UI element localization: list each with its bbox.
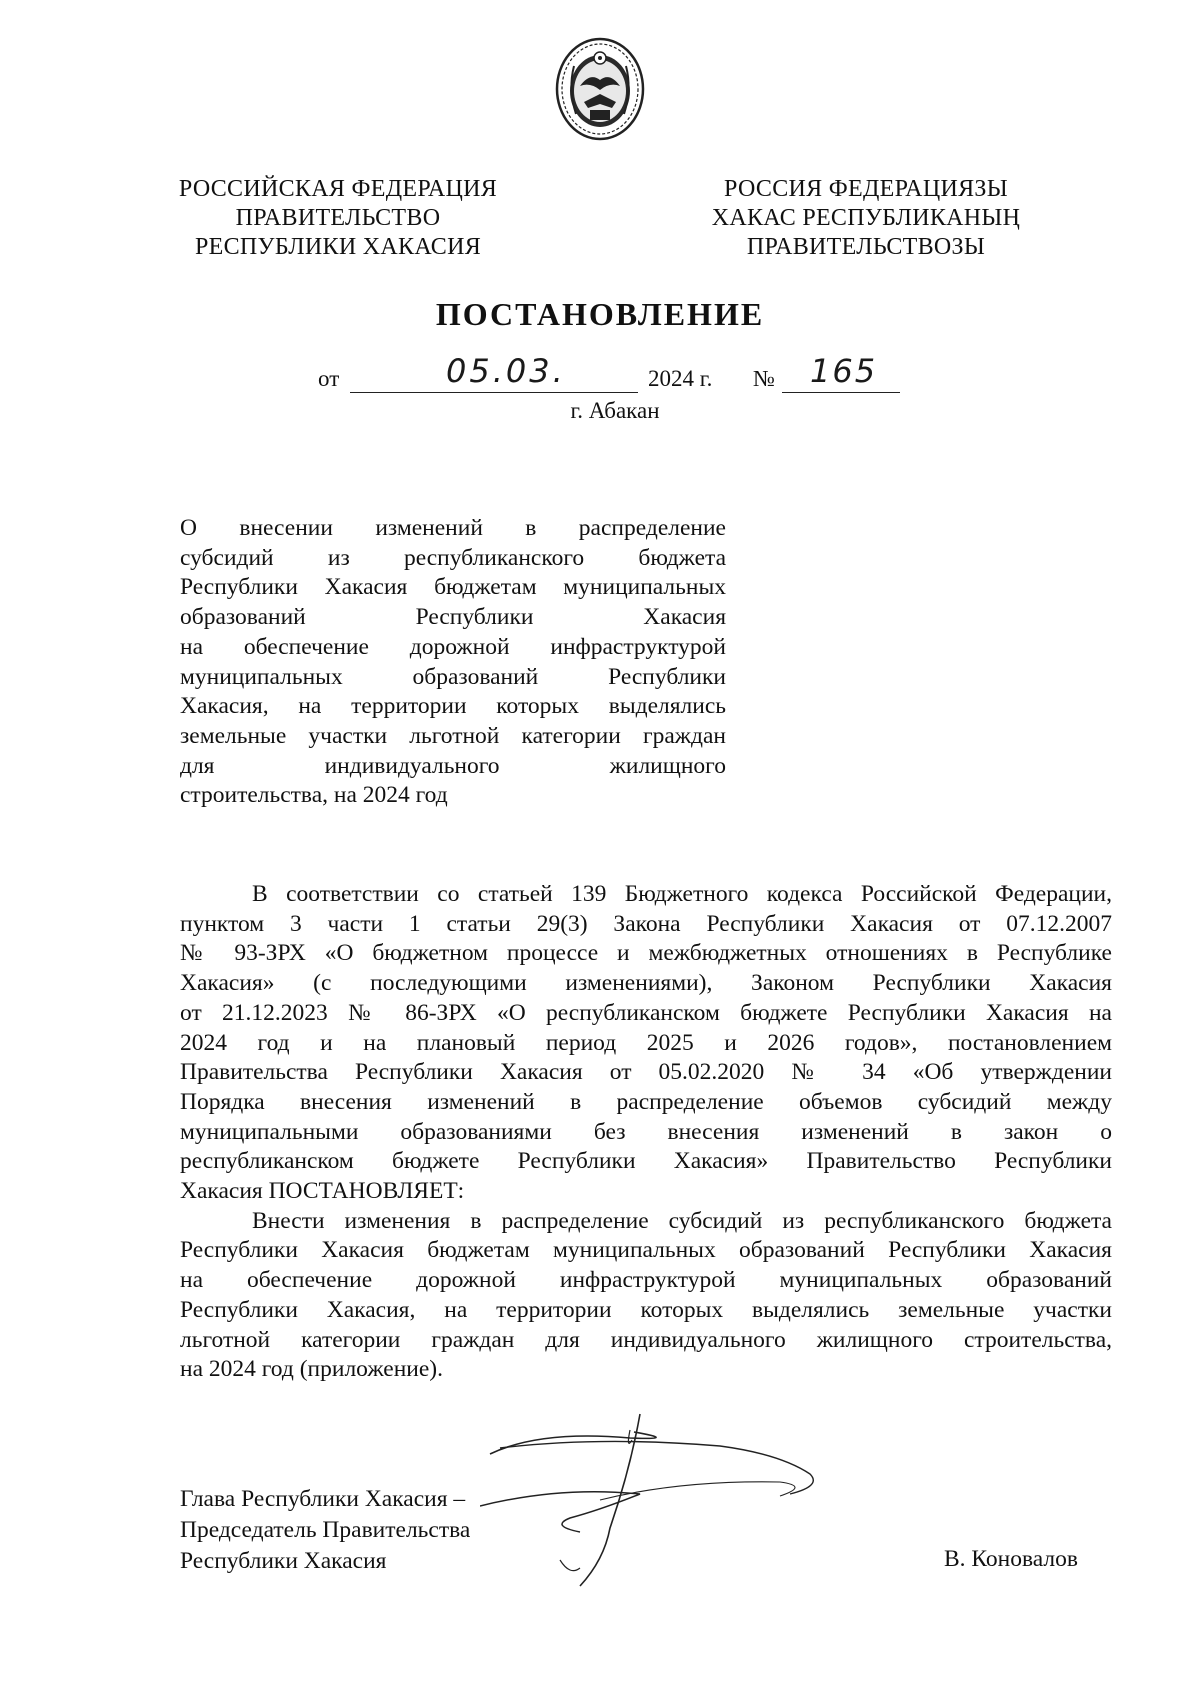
body-paragraph1-lines-line: Правительства Республики Хакасия от 05.02.2020 № 34 «Об утверждении — [180, 1059, 1112, 1086]
body-text — [180, 880, 1112, 1385]
header-right-line-3: ПРАВИТЕЛЬСТВОЗЫ — [746, 234, 986, 260]
signatory-position-line-1: Глава Республики Хакасия – — [180, 1486, 466, 1512]
year-text: 2024 г. — [648, 366, 713, 391]
body-paragraph-2 — [180, 1207, 1112, 1385]
body-paragraph1-lines-line: В соответствии со статьей 139 Бюджетного кодекса Российской Федерации, — [252, 881, 1112, 907]
number-sign: № — [753, 366, 775, 391]
subject-lines-line: Республики Хакасия бюджетам муниципальных — [180, 574, 726, 601]
body-paragraph1-lines-line: Порядка внесения изменений в распределение объемов субсидий между — [180, 1088, 1112, 1115]
body-paragraph-1 — [180, 880, 1112, 1207]
subject-lines-line: для индивидуального жилищного — [180, 752, 726, 779]
header-left-line-3: РЕСПУБЛИКИ ХАКАСИЯ — [194, 234, 482, 260]
subject-lines-line: О внесении изменений в распределение — [180, 515, 726, 541]
header-right-line-2: ХАКАС РЕСПУБЛИКАНЫҢ — [711, 205, 1021, 231]
body-paragraph1-lines-line: республиканском бюджете Республики Хакасия» Правительство Республики — [180, 1148, 1112, 1175]
body-paragraph2-lines-line: Внести изменения в распределение субсидий из республиканского бюджета — [252, 1207, 1112, 1234]
subject-block — [180, 514, 726, 811]
subject-lines-line: строительства, на 2024 год — [180, 782, 448, 809]
signatory-position-line-3: Республики Хакасия — [180, 1548, 387, 1574]
header-right-khakas — [688, 175, 1044, 262]
header-left-line-1: РОССИЙСКАЯ ФЕДЕРАЦИЯ — [178, 176, 498, 202]
body-paragraph1-lines-line: № 93-ЗРХ «О бюджетном процессе и межбюджетных отношениях в Республике — [180, 940, 1112, 967]
handwritten-signature — [480, 1410, 900, 1600]
coat-of-arms-emblem — [554, 36, 646, 142]
handwritten-date: 05.03. — [446, 352, 566, 390]
number-underline — [782, 392, 900, 393]
signatory-position-line-2: Председатель Правительства — [180, 1517, 471, 1543]
subject-lines-line: земельные участки льготной категории граждан — [180, 722, 726, 749]
body-paragraph1-lines-line: муниципальными образованиями без внесения изменений в закон о — [180, 1118, 1112, 1145]
body-paragraph1-lines-line: Хакасия» (с последующими изменениями), Законом Республики Хакасия — [180, 970, 1112, 997]
body-paragraph2-lines-line: Республики Хакасия бюджетам муниципальных образований Республики Хакасия — [180, 1237, 1112, 1264]
handwritten-number: 165 — [810, 352, 878, 390]
document-type-title: ПОСТАНОВЛЕНИЕ — [435, 296, 765, 332]
body-paragraph2-lines-line: Республики Хакасия, на территории которых выделялись земельные участки — [180, 1296, 1112, 1323]
body-paragraph1-lines-line: Хакасия ПОСТАНОВЛЯЕТ: — [180, 1178, 465, 1205]
body-paragraph1-lines-line: от 21.12.2023 № 86-ЗРХ «О республиканском бюджете Республики Хакасия на — [180, 999, 1112, 1026]
subject-lines-line: образований Республики Хакасия — [180, 604, 726, 631]
header-left-ru — [160, 175, 516, 262]
body-paragraph2-lines-line: на 2024 год (приложение). — [180, 1356, 443, 1383]
signatory-name: В. Коновалов — [944, 1546, 1079, 1572]
subject-lines-line: субсидий из республиканского бюджета — [180, 544, 726, 571]
date-underline — [350, 392, 638, 393]
date-prefix: от — [318, 366, 340, 391]
body-paragraph2-lines-line: льготной категории граждан для индивидуального жилищного строительства, — [180, 1326, 1112, 1353]
body-paragraph1-lines-line: пунктом 3 части 1 статьи 29(3) Закона Республики Хакасия от 07.12.2007 — [180, 910, 1112, 937]
header-left-line-2: ПРАВИТЕЛЬСТВО — [235, 205, 441, 231]
body-paragraph1-lines-line: 2024 год и на плановый период 2025 и 2026 годов», постановлением — [180, 1029, 1112, 1056]
header-right-line-1: РОССИЯ ФЕДЕРАЦИЯЗЫ — [724, 176, 1008, 202]
signatory-position — [180, 1484, 470, 1577]
subject-lines-line: Хакасия, на территории которых выделялись — [180, 693, 726, 720]
subject-lines-line: муниципальных образований Республики — [180, 663, 726, 690]
city-line: г. Абакан — [570, 398, 660, 423]
subject-lines-line: на обеспечение дорожной инфраструктурой — [180, 633, 726, 660]
body-paragraph2-lines-line: на обеспечение дорожной инфраструктурой муниципальных образований — [180, 1267, 1112, 1294]
